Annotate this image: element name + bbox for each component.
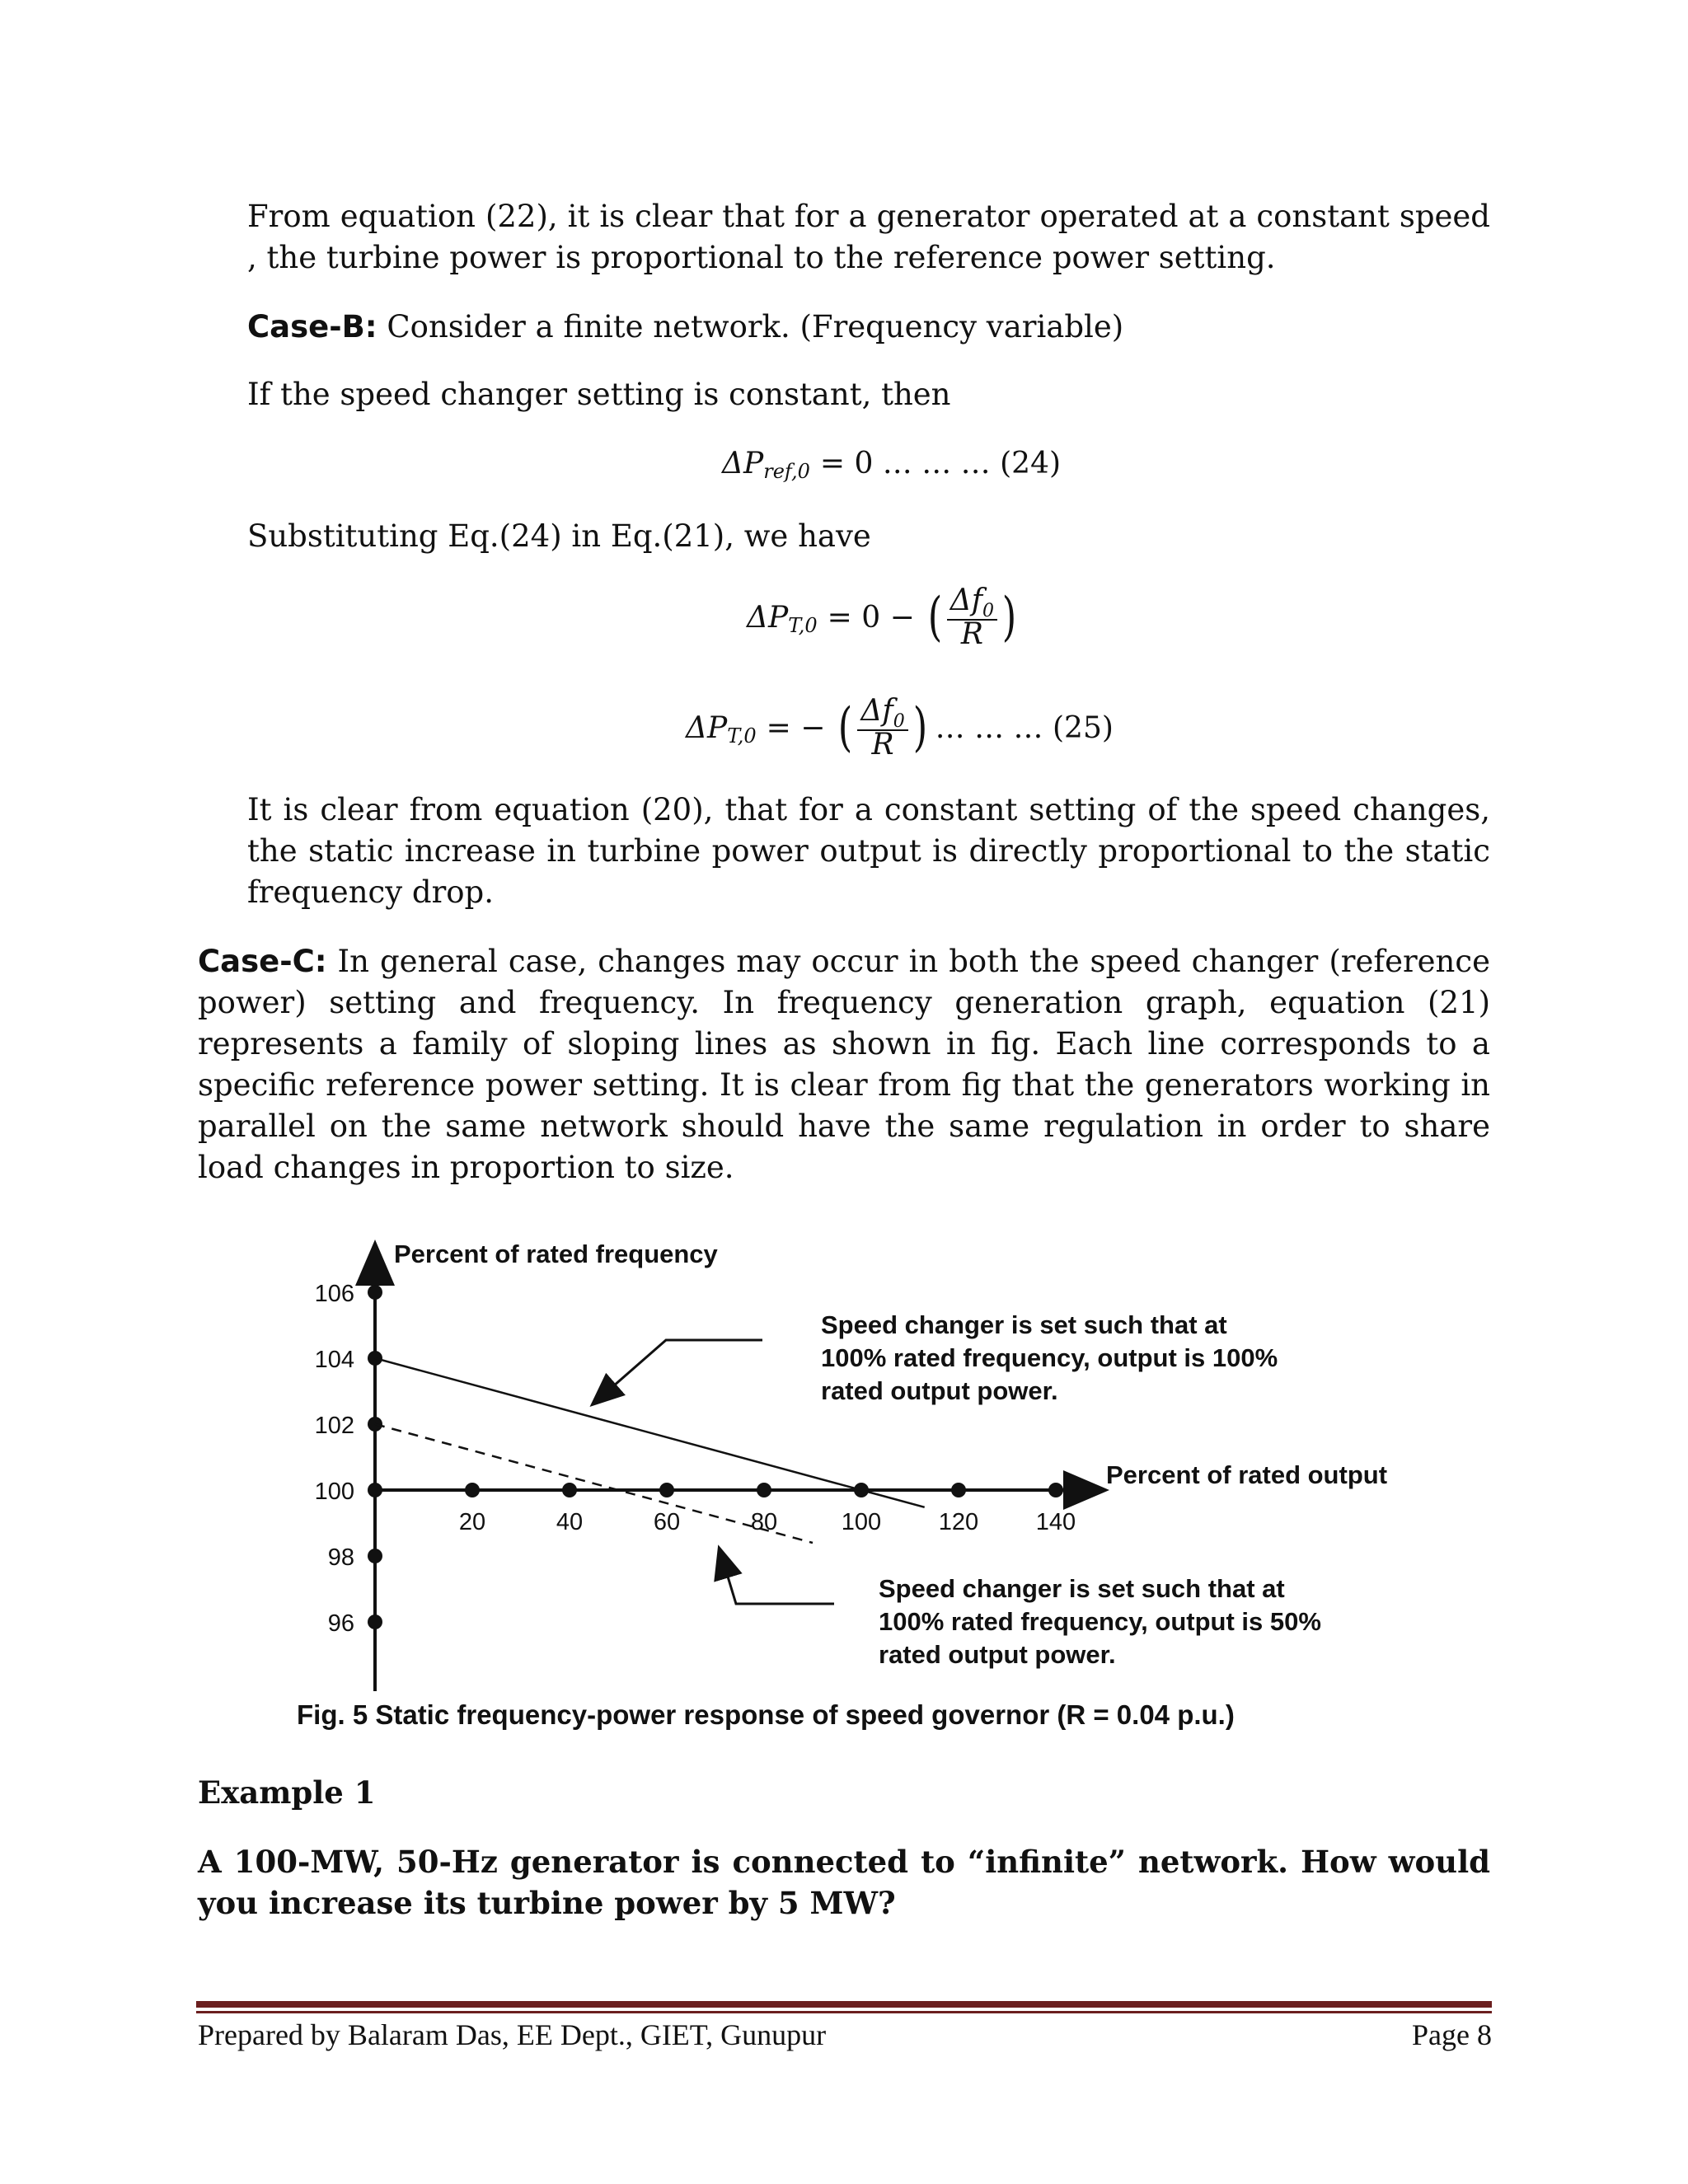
y-tick-label-104: 104 bbox=[314, 1347, 354, 1373]
case-b-line bbox=[247, 307, 1123, 348]
eq25-tail: … … … (25) bbox=[935, 710, 1114, 745]
figure-caption: Fig. 5 Static frequency-power response of speed governor (R = 0.04 p.u.) bbox=[297, 1699, 1235, 1730]
example-heading: Example 1 bbox=[198, 1774, 376, 1811]
paragraph-equation-22: From equation (22), it is clear that for a generator operated at a constant speed , the turbine power is proportional to the reference power setting. bbox=[247, 199, 1490, 275]
eq25-lhs-sub: T,0 bbox=[727, 724, 757, 748]
eq25-rhs: = − bbox=[766, 710, 826, 745]
eqmid-fraction bbox=[947, 583, 997, 651]
x-tick-label-40: 40 bbox=[556, 1509, 584, 1535]
x-tick-dot-120 bbox=[951, 1483, 966, 1497]
x-tick-label-60: 60 bbox=[653, 1509, 681, 1535]
footer-rule bbox=[196, 2001, 1492, 2008]
equation-turbine-intermediate bbox=[747, 582, 1020, 653]
y-tick-label-100: 100 bbox=[314, 1479, 354, 1505]
x-tick-dot-80 bbox=[757, 1483, 771, 1497]
eqmid-lhs: ΔP bbox=[747, 600, 789, 635]
case-c-text: In general case, changes may occur in both the speed changer (reference power) setting and frequency. In frequency generation graph, equation (21) represents a family of sloping lines as shown in fig. Each line corresponds to a specific reference power setting. It is clear from fig that the generators working in parallel on the same network should have the same regulation in order to share load changes in proportion to size. bbox=[198, 944, 1490, 1185]
equation-25 bbox=[686, 692, 1114, 763]
substituting-line: Substituting Eq.(24) in Eq.(21), we have bbox=[247, 518, 871, 554]
footer-author: Prepared by Balaram Das, EE Dept., GIET, Gunupur bbox=[198, 2018, 827, 2051]
x-tick-label-80: 80 bbox=[750, 1509, 778, 1535]
x-tick-dot-140 bbox=[1048, 1483, 1063, 1497]
equation-24 bbox=[722, 442, 1071, 485]
annotation-50-line3: rated output power. bbox=[879, 1640, 1116, 1669]
speed-changer-line: If the speed changer setting is constant, then bbox=[247, 377, 951, 412]
eqmid-left-paren: ( bbox=[927, 587, 942, 648]
annotation-100-line2: 100% rated frequency, output is 100% bbox=[821, 1343, 1278, 1372]
case-c-paragraph bbox=[198, 941, 1490, 1188]
y-tick-dot-102 bbox=[368, 1417, 382, 1432]
example-question: A 100-MW, 50-Hz generator is connected to “infinite” network. How would you increase its turbine power by 5 MW? bbox=[198, 1844, 1490, 1921]
eq25-left-paren: ( bbox=[838, 697, 853, 758]
y-tick-dot-100 bbox=[368, 1483, 382, 1497]
eq25-lhs: ΔP bbox=[686, 710, 728, 745]
x-axis-label: Percent of rated output bbox=[1106, 1460, 1388, 1489]
eqmid-right-paren: ) bbox=[1001, 587, 1017, 648]
x-tick-label-140: 140 bbox=[1035, 1509, 1076, 1535]
footer-page-number: Page 8 bbox=[1412, 2018, 1492, 2051]
eq25-numerator: $\Delta f_0$ bbox=[857, 697, 907, 731]
case-b-label: Case-B: bbox=[247, 309, 377, 344]
y-tick-label-96: 96 bbox=[327, 1610, 354, 1637]
annotation-100-line3: rated output power. bbox=[821, 1376, 1058, 1405]
y-tick-dot-98 bbox=[368, 1549, 382, 1563]
annotation-50-line1: Speed changer is set such that at bbox=[879, 1574, 1285, 1603]
series-line-2-dashed bbox=[375, 1424, 813, 1543]
x-tick-label-100: 100 bbox=[841, 1509, 882, 1535]
x-tick-dot-20 bbox=[465, 1483, 480, 1497]
y-axis-label: Percent of rated frequency bbox=[394, 1240, 718, 1268]
annotation-arrow-50pct bbox=[720, 1549, 834, 1604]
y-tick-dot-104 bbox=[368, 1351, 382, 1366]
y-tick-label-102: 102 bbox=[314, 1413, 354, 1439]
eqmid-numerator: $\Delta f_0$ bbox=[947, 587, 997, 621]
case-b-text: Consider a finite network. (Frequency variable) bbox=[377, 309, 1124, 344]
eq24-lhs-sub: ref,0 bbox=[763, 460, 810, 483]
chart-annotation-50pct bbox=[879, 1572, 1321, 1671]
annotation-50-line2: 100% rated frequency, output is 50% bbox=[879, 1607, 1321, 1636]
x-tick-dot-40 bbox=[562, 1483, 577, 1497]
eqmid-denominator: R bbox=[960, 616, 983, 651]
eqmid-lhs-sub: T,0 bbox=[788, 614, 818, 637]
annotation-100-line1: Speed changer is set such that at bbox=[821, 1310, 1227, 1339]
footer-rule-thin bbox=[196, 2011, 1492, 2013]
eq25-denominator: R bbox=[871, 727, 894, 762]
y-tick-dot-106 bbox=[368, 1285, 382, 1300]
eqmid-rhs: = 0 − bbox=[827, 600, 915, 635]
case-c-label: Case-C: bbox=[198, 944, 327, 979]
y-tick-dot-96 bbox=[368, 1615, 382, 1629]
x-tick-dot-100 bbox=[854, 1483, 869, 1497]
paragraph-equation-20: It is clear from equation (20), that for a constant setting of the speed changes, the static increase in turbine power output is directly proportional to the static frequency drop. bbox=[247, 792, 1490, 910]
chart-annotation-100pct bbox=[821, 1309, 1278, 1408]
x-tick-label-120: 120 bbox=[938, 1509, 979, 1535]
x-tick-label-20: 20 bbox=[458, 1509, 486, 1535]
x-tick-dot-60 bbox=[659, 1483, 674, 1497]
annotation-arrow-100pct bbox=[593, 1340, 762, 1404]
y-tick-label-98: 98 bbox=[327, 1544, 354, 1571]
y-tick-label-106: 106 bbox=[314, 1281, 354, 1307]
eq25-right-paren: ) bbox=[912, 697, 927, 758]
eq24-rhs: = 0 … … … (24) bbox=[819, 446, 1062, 480]
eq24-lhs: ΔP bbox=[722, 446, 764, 480]
eq25-fraction bbox=[857, 693, 907, 762]
